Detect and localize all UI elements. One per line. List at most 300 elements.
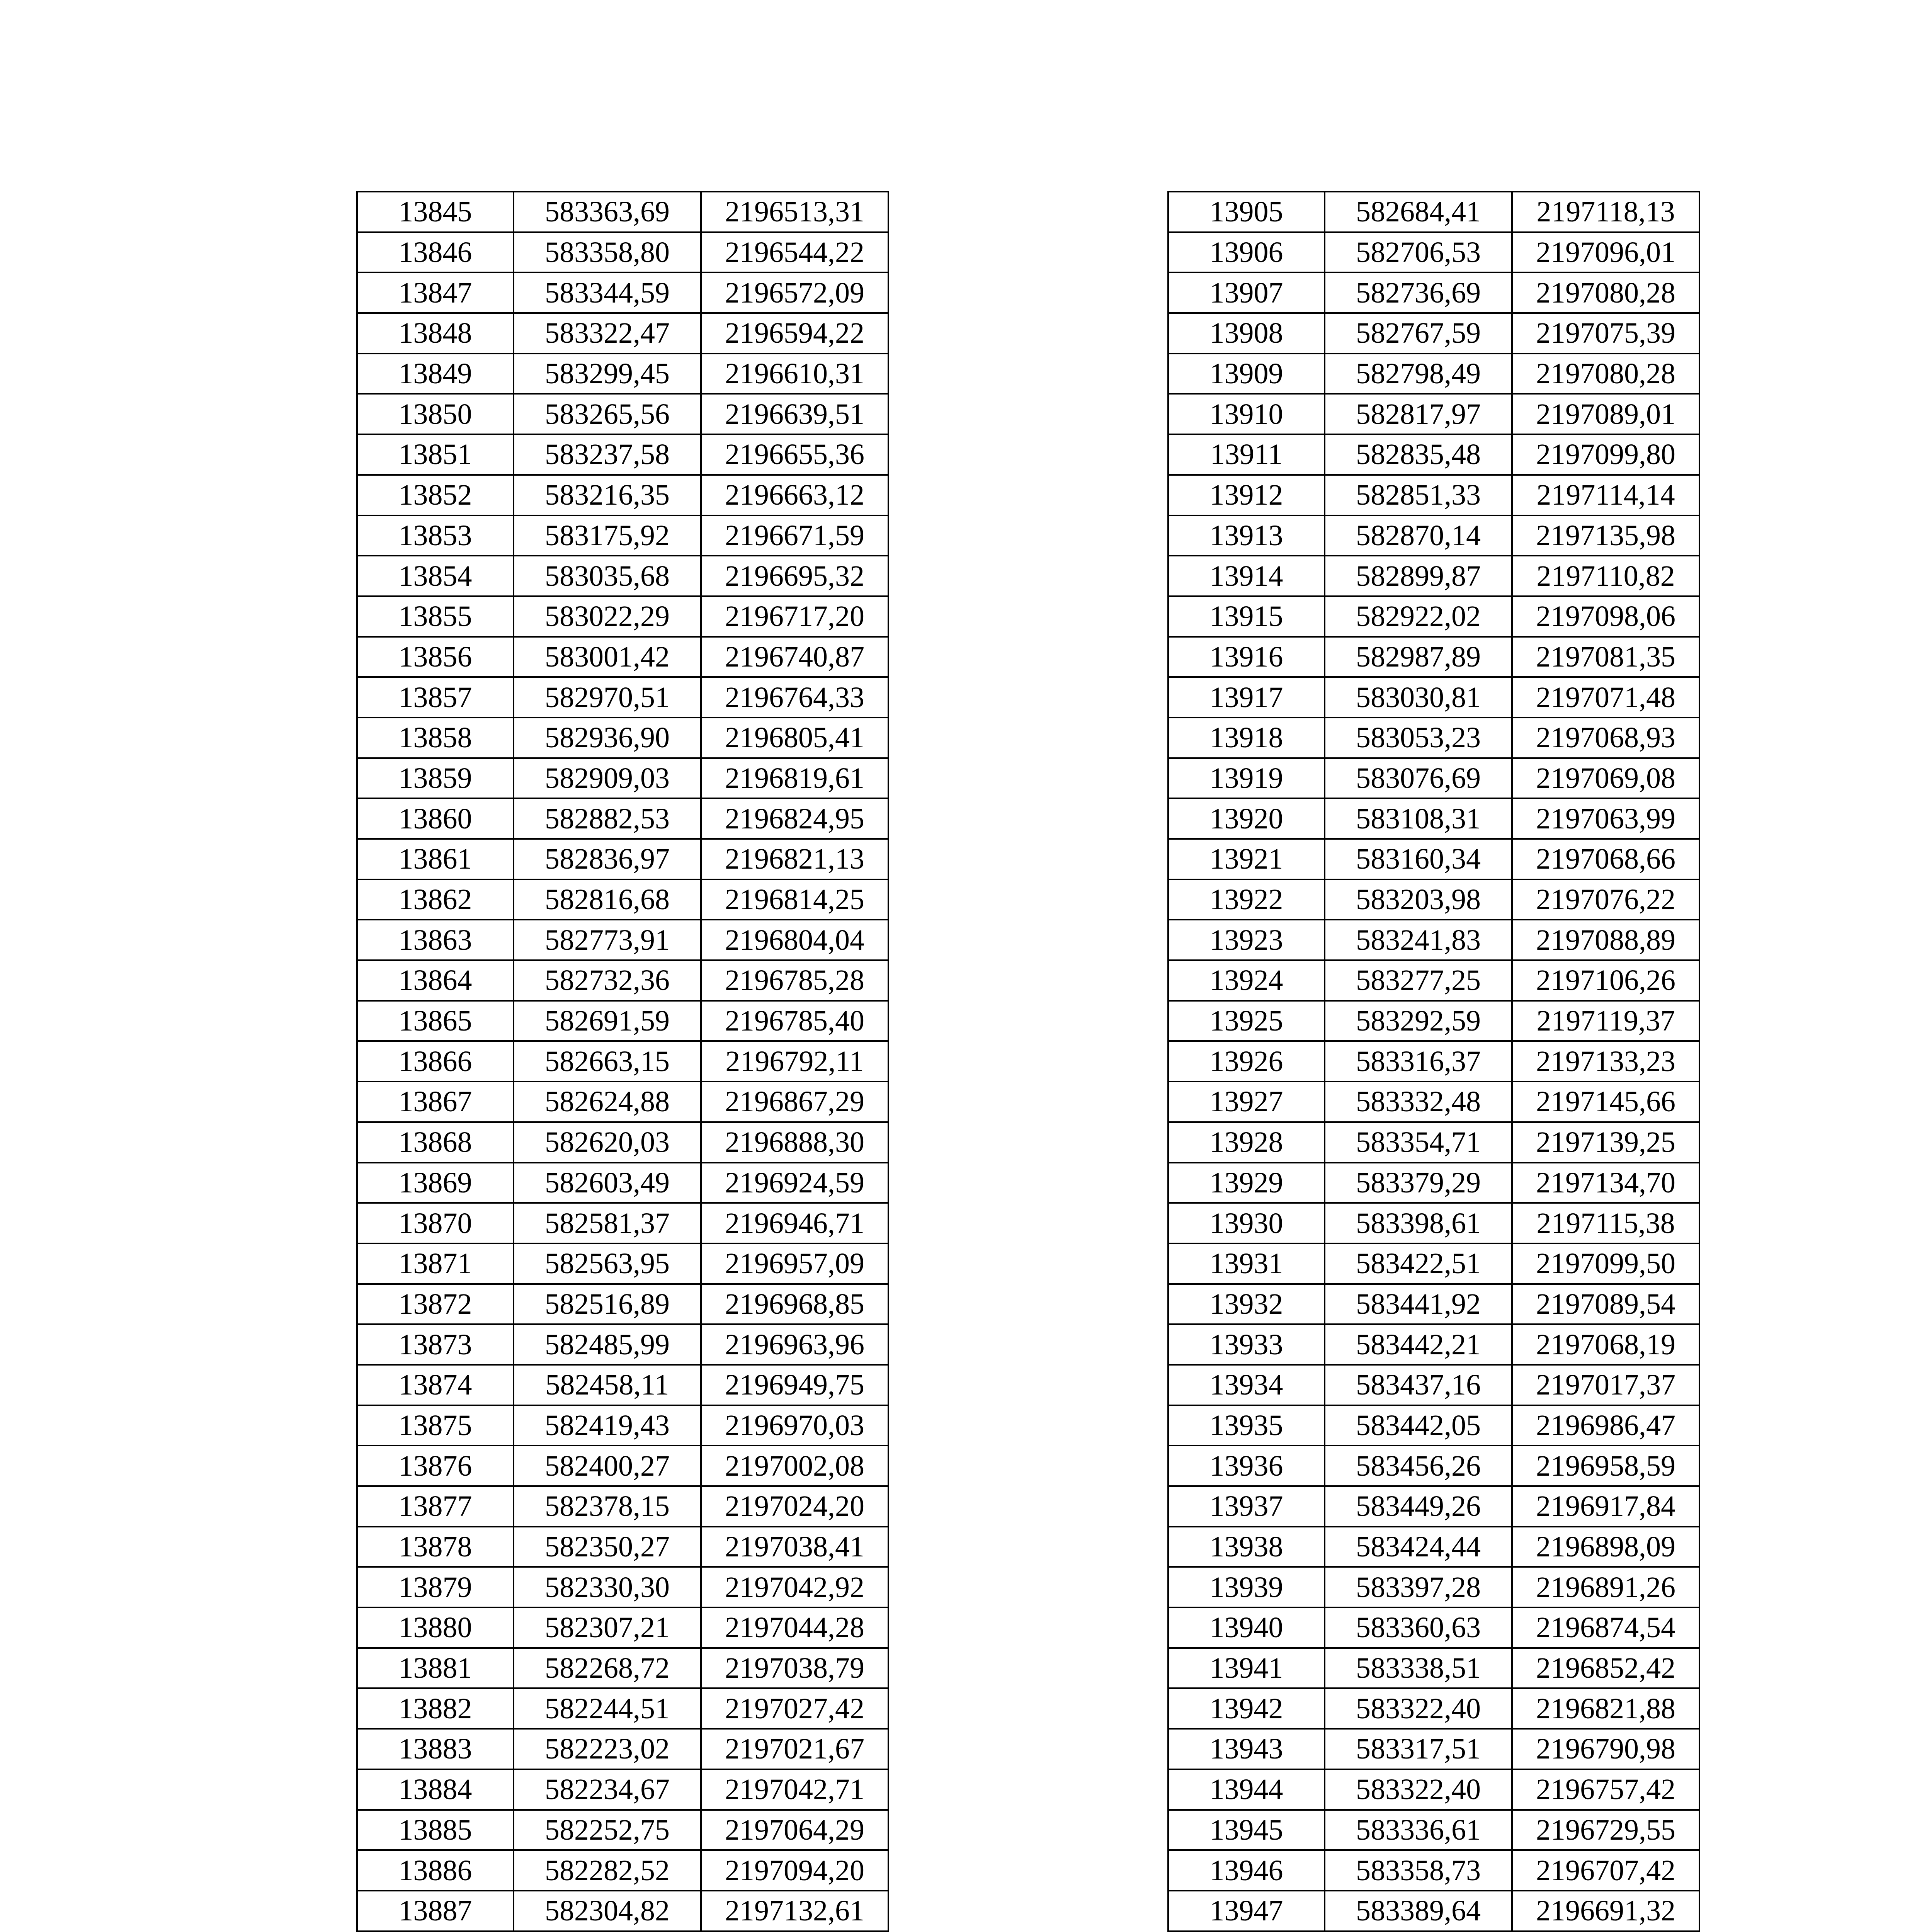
point-number-cell: 13920 bbox=[1168, 798, 1325, 839]
x-coordinate-cell: 583389,64 bbox=[1325, 1891, 1512, 1931]
x-coordinate-cell: 583354,71 bbox=[1325, 1122, 1512, 1163]
point-number-cell: 13921 bbox=[1168, 839, 1325, 879]
x-coordinate-cell: 583398,61 bbox=[1325, 1203, 1512, 1243]
y-coordinate-cell: 2196804,04 bbox=[701, 920, 888, 960]
point-number-cell: 13881 bbox=[357, 1648, 514, 1689]
y-coordinate-cell: 2196891,26 bbox=[1512, 1567, 1699, 1607]
y-coordinate-cell: 2196544,22 bbox=[701, 232, 888, 273]
table-row bbox=[1168, 1688, 1699, 1729]
y-coordinate-cell: 2196740,87 bbox=[701, 637, 888, 677]
table-row bbox=[357, 232, 888, 273]
table-row bbox=[1168, 1405, 1699, 1446]
x-coordinate-cell: 583336,61 bbox=[1325, 1810, 1512, 1850]
table-row bbox=[1168, 232, 1699, 273]
y-coordinate-cell: 2196814,25 bbox=[701, 879, 888, 920]
x-coordinate-cell: 582684,41 bbox=[1325, 192, 1512, 232]
x-coordinate-cell: 583277,25 bbox=[1325, 960, 1512, 1001]
y-coordinate-cell: 2196785,28 bbox=[701, 960, 888, 1001]
x-coordinate-cell: 583317,51 bbox=[1325, 1729, 1512, 1769]
table-row bbox=[1168, 920, 1699, 960]
point-number-cell: 13930 bbox=[1168, 1203, 1325, 1243]
y-coordinate-cell: 2197145,66 bbox=[1512, 1082, 1699, 1122]
point-number-cell: 13925 bbox=[1168, 1001, 1325, 1041]
x-coordinate-cell: 582234,67 bbox=[514, 1769, 701, 1810]
x-coordinate-cell: 582252,75 bbox=[514, 1810, 701, 1850]
x-coordinate-cell: 583035,68 bbox=[514, 556, 701, 596]
table-row bbox=[1168, 192, 1699, 232]
table-row bbox=[357, 1688, 888, 1729]
y-coordinate-cell: 2196729,55 bbox=[1512, 1810, 1699, 1850]
y-coordinate-cell: 2196852,42 bbox=[1512, 1648, 1699, 1689]
table-row bbox=[1168, 1324, 1699, 1365]
y-coordinate-cell: 2197139,25 bbox=[1512, 1122, 1699, 1163]
y-coordinate-cell: 2197096,01 bbox=[1512, 232, 1699, 273]
y-coordinate-cell: 2197106,26 bbox=[1512, 960, 1699, 1001]
point-number-cell: 13935 bbox=[1168, 1405, 1325, 1446]
table-row bbox=[1168, 1243, 1699, 1284]
table-row bbox=[1168, 1082, 1699, 1122]
table-row bbox=[357, 1648, 888, 1689]
table-row bbox=[357, 1769, 888, 1810]
y-coordinate-cell: 2196717,20 bbox=[701, 596, 888, 637]
x-coordinate-cell: 583332,48 bbox=[1325, 1082, 1512, 1122]
table-row bbox=[1168, 839, 1699, 879]
y-coordinate-cell: 2197098,06 bbox=[1512, 596, 1699, 637]
table-row bbox=[357, 394, 888, 434]
table-row bbox=[1168, 798, 1699, 839]
table-row bbox=[357, 758, 888, 799]
point-number-cell: 13880 bbox=[357, 1607, 514, 1648]
point-number-cell: 13864 bbox=[357, 960, 514, 1001]
table-row bbox=[1168, 1284, 1699, 1325]
table-row bbox=[357, 1163, 888, 1203]
point-number-cell: 13845 bbox=[357, 192, 514, 232]
y-coordinate-cell: 2196805,41 bbox=[701, 718, 888, 758]
x-coordinate-cell: 583422,51 bbox=[1325, 1243, 1512, 1284]
table-row bbox=[357, 556, 888, 596]
point-number-cell: 13946 bbox=[1168, 1850, 1325, 1891]
x-coordinate-cell: 583397,28 bbox=[1325, 1567, 1512, 1607]
table-row bbox=[357, 434, 888, 475]
x-coordinate-cell: 582458,11 bbox=[514, 1365, 701, 1405]
x-coordinate-cell: 582798,49 bbox=[1325, 354, 1512, 394]
y-coordinate-cell: 2197044,28 bbox=[701, 1607, 888, 1648]
table-row bbox=[357, 1850, 888, 1891]
x-coordinate-cell: 583076,69 bbox=[1325, 758, 1512, 799]
point-number-cell: 13855 bbox=[357, 596, 514, 637]
table-row bbox=[357, 1567, 888, 1607]
x-coordinate-cell: 582282,52 bbox=[514, 1850, 701, 1891]
table-row bbox=[1168, 1446, 1699, 1486]
table-row bbox=[1168, 596, 1699, 637]
point-number-cell: 13908 bbox=[1168, 313, 1325, 354]
table-row bbox=[1168, 1122, 1699, 1163]
y-coordinate-cell: 2197042,71 bbox=[701, 1769, 888, 1810]
table-row bbox=[1168, 1729, 1699, 1769]
y-coordinate-cell: 2196785,40 bbox=[701, 1001, 888, 1041]
table-row bbox=[357, 1446, 888, 1486]
x-coordinate-cell: 583265,56 bbox=[514, 394, 701, 434]
y-coordinate-cell: 2197081,35 bbox=[1512, 637, 1699, 677]
point-number-cell: 13916 bbox=[1168, 637, 1325, 677]
table-row bbox=[357, 354, 888, 394]
point-number-cell: 13931 bbox=[1168, 1243, 1325, 1284]
table-row bbox=[1168, 394, 1699, 434]
x-coordinate-cell: 582563,95 bbox=[514, 1243, 701, 1284]
table-row bbox=[357, 879, 888, 920]
y-coordinate-cell: 2196707,42 bbox=[1512, 1850, 1699, 1891]
x-coordinate-cell: 583022,29 bbox=[514, 596, 701, 637]
x-coordinate-cell: 583237,58 bbox=[514, 434, 701, 475]
x-coordinate-cell: 583441,92 bbox=[1325, 1284, 1512, 1325]
x-coordinate-cell: 583216,35 bbox=[514, 475, 701, 515]
x-coordinate-cell: 583322,40 bbox=[1325, 1769, 1512, 1810]
point-number-cell: 13871 bbox=[357, 1243, 514, 1284]
y-coordinate-cell: 2196655,36 bbox=[701, 434, 888, 475]
y-coordinate-cell: 2196924,59 bbox=[701, 1163, 888, 1203]
y-coordinate-cell: 2196957,09 bbox=[701, 1243, 888, 1284]
x-coordinate-cell: 582882,53 bbox=[514, 798, 701, 839]
x-coordinate-cell: 583338,51 bbox=[1325, 1648, 1512, 1689]
coordinates-table-right bbox=[1167, 191, 1700, 1932]
table-row bbox=[1168, 1203, 1699, 1243]
point-number-cell: 13905 bbox=[1168, 192, 1325, 232]
point-number-cell: 13924 bbox=[1168, 960, 1325, 1001]
y-coordinate-cell: 2196963,96 bbox=[701, 1324, 888, 1365]
y-coordinate-cell: 2197027,42 bbox=[701, 1688, 888, 1729]
x-coordinate-cell: 582936,90 bbox=[514, 718, 701, 758]
table-row bbox=[1168, 1769, 1699, 1810]
y-coordinate-cell: 2196898,09 bbox=[1512, 1527, 1699, 1567]
x-coordinate-cell: 583292,59 bbox=[1325, 1001, 1512, 1041]
x-coordinate-cell: 583001,42 bbox=[514, 637, 701, 677]
point-number-cell: 13857 bbox=[357, 677, 514, 718]
x-coordinate-cell: 583030,81 bbox=[1325, 677, 1512, 718]
y-coordinate-cell: 2196594,22 bbox=[701, 313, 888, 354]
x-coordinate-cell: 583437,16 bbox=[1325, 1365, 1512, 1405]
y-coordinate-cell: 2197134,70 bbox=[1512, 1163, 1699, 1203]
table-row bbox=[357, 637, 888, 677]
y-coordinate-cell: 2196968,85 bbox=[701, 1284, 888, 1325]
table-row bbox=[1168, 1607, 1699, 1648]
y-coordinate-cell: 2197089,54 bbox=[1512, 1284, 1699, 1325]
table-row bbox=[357, 920, 888, 960]
table-row bbox=[1168, 1891, 1699, 1931]
x-coordinate-cell: 583442,05 bbox=[1325, 1405, 1512, 1446]
point-number-cell: 13846 bbox=[357, 232, 514, 273]
y-coordinate-cell: 2197118,13 bbox=[1512, 192, 1699, 232]
y-coordinate-cell: 2197038,79 bbox=[701, 1648, 888, 1689]
y-coordinate-cell: 2197042,92 bbox=[701, 1567, 888, 1607]
y-coordinate-cell: 2196819,61 bbox=[701, 758, 888, 799]
table-row bbox=[357, 1041, 888, 1082]
y-coordinate-cell: 2197099,50 bbox=[1512, 1243, 1699, 1284]
table-row bbox=[1168, 960, 1699, 1001]
point-number-cell: 13938 bbox=[1168, 1527, 1325, 1567]
y-coordinate-cell: 2197089,01 bbox=[1512, 394, 1699, 434]
x-coordinate-cell: 583344,59 bbox=[514, 272, 701, 313]
point-number-cell: 13933 bbox=[1168, 1324, 1325, 1365]
point-number-cell: 13945 bbox=[1168, 1810, 1325, 1850]
x-coordinate-cell: 582268,72 bbox=[514, 1648, 701, 1689]
y-coordinate-cell: 2197099,80 bbox=[1512, 434, 1699, 475]
y-coordinate-cell: 2197110,82 bbox=[1512, 556, 1699, 596]
point-number-cell: 13917 bbox=[1168, 677, 1325, 718]
point-number-cell: 13873 bbox=[357, 1324, 514, 1365]
point-number-cell: 13937 bbox=[1168, 1486, 1325, 1527]
x-coordinate-cell: 583358,80 bbox=[514, 232, 701, 273]
x-coordinate-cell: 582304,82 bbox=[514, 1891, 701, 1931]
table-row bbox=[1168, 556, 1699, 596]
y-coordinate-cell: 2196874,54 bbox=[1512, 1607, 1699, 1648]
table-row bbox=[357, 1810, 888, 1850]
x-coordinate-cell: 582330,30 bbox=[514, 1567, 701, 1607]
point-number-cell: 13861 bbox=[357, 839, 514, 879]
y-coordinate-cell: 2197071,48 bbox=[1512, 677, 1699, 718]
point-number-cell: 13854 bbox=[357, 556, 514, 596]
table-row bbox=[1168, 313, 1699, 354]
point-number-cell: 13940 bbox=[1168, 1607, 1325, 1648]
table-row bbox=[1168, 1567, 1699, 1607]
y-coordinate-cell: 2197133,23 bbox=[1512, 1041, 1699, 1082]
point-number-cell: 13912 bbox=[1168, 475, 1325, 515]
table-row bbox=[1168, 1001, 1699, 1041]
point-number-cell: 13849 bbox=[357, 354, 514, 394]
point-number-cell: 13936 bbox=[1168, 1446, 1325, 1486]
point-number-cell: 13863 bbox=[357, 920, 514, 960]
point-number-cell: 13856 bbox=[357, 637, 514, 677]
point-number-cell: 13868 bbox=[357, 1122, 514, 1163]
point-number-cell: 13941 bbox=[1168, 1648, 1325, 1689]
x-coordinate-cell: 583203,98 bbox=[1325, 879, 1512, 920]
y-coordinate-cell: 2197135,98 bbox=[1512, 515, 1699, 556]
point-number-cell: 13877 bbox=[357, 1486, 514, 1527]
point-number-cell: 13926 bbox=[1168, 1041, 1325, 1082]
x-coordinate-cell: 582350,27 bbox=[514, 1527, 701, 1567]
y-coordinate-cell: 2196757,42 bbox=[1512, 1769, 1699, 1810]
point-number-cell: 13909 bbox=[1168, 354, 1325, 394]
y-coordinate-cell: 2196513,31 bbox=[701, 192, 888, 232]
x-coordinate-cell: 583360,63 bbox=[1325, 1607, 1512, 1648]
point-number-cell: 13928 bbox=[1168, 1122, 1325, 1163]
y-coordinate-cell: 2197080,28 bbox=[1512, 272, 1699, 313]
table-row bbox=[357, 677, 888, 718]
table-row bbox=[1168, 637, 1699, 677]
point-number-cell: 13929 bbox=[1168, 1163, 1325, 1203]
table-row bbox=[357, 475, 888, 515]
y-coordinate-cell: 2196671,59 bbox=[701, 515, 888, 556]
table-row bbox=[1168, 1163, 1699, 1203]
table-row bbox=[1168, 1850, 1699, 1891]
point-number-cell: 13875 bbox=[357, 1405, 514, 1446]
point-number-cell: 13911 bbox=[1168, 434, 1325, 475]
y-coordinate-cell: 2197002,08 bbox=[701, 1446, 888, 1486]
table-row bbox=[357, 798, 888, 839]
point-number-cell: 13869 bbox=[357, 1163, 514, 1203]
point-number-cell: 13942 bbox=[1168, 1688, 1325, 1729]
x-coordinate-cell: 583053,23 bbox=[1325, 718, 1512, 758]
table-row bbox=[357, 1486, 888, 1527]
table-row bbox=[357, 1891, 888, 1931]
y-coordinate-cell: 2196663,12 bbox=[701, 475, 888, 515]
point-number-cell: 13866 bbox=[357, 1041, 514, 1082]
point-number-cell: 13914 bbox=[1168, 556, 1325, 596]
table-row bbox=[1168, 718, 1699, 758]
y-coordinate-cell: 2197038,41 bbox=[701, 1527, 888, 1567]
y-coordinate-cell: 2197068,19 bbox=[1512, 1324, 1699, 1365]
x-coordinate-cell: 583449,26 bbox=[1325, 1486, 1512, 1527]
x-coordinate-cell: 583241,83 bbox=[1325, 920, 1512, 960]
x-coordinate-cell: 582736,69 bbox=[1325, 272, 1512, 313]
point-number-cell: 13907 bbox=[1168, 272, 1325, 313]
y-coordinate-cell: 2196824,95 bbox=[701, 798, 888, 839]
table-row bbox=[357, 839, 888, 879]
point-number-cell: 13885 bbox=[357, 1810, 514, 1850]
table-row bbox=[1168, 1810, 1699, 1850]
y-coordinate-cell: 2197088,89 bbox=[1512, 920, 1699, 960]
table-row bbox=[1168, 1527, 1699, 1567]
point-number-cell: 13932 bbox=[1168, 1284, 1325, 1325]
point-number-cell: 13927 bbox=[1168, 1082, 1325, 1122]
point-number-cell: 13879 bbox=[357, 1567, 514, 1607]
coordinates-table-left bbox=[356, 191, 889, 1932]
y-coordinate-cell: 2196572,09 bbox=[701, 272, 888, 313]
x-coordinate-cell: 582663,15 bbox=[514, 1041, 701, 1082]
point-number-cell: 13943 bbox=[1168, 1729, 1325, 1769]
y-coordinate-cell: 2197063,99 bbox=[1512, 798, 1699, 839]
y-coordinate-cell: 2197068,66 bbox=[1512, 839, 1699, 879]
y-coordinate-cell: 2196821,88 bbox=[1512, 1688, 1699, 1729]
x-coordinate-cell: 582835,48 bbox=[1325, 434, 1512, 475]
table-row bbox=[357, 1405, 888, 1446]
y-coordinate-cell: 2197076,22 bbox=[1512, 879, 1699, 920]
y-coordinate-cell: 2196867,29 bbox=[701, 1082, 888, 1122]
table-row bbox=[357, 1527, 888, 1567]
x-coordinate-cell: 582851,33 bbox=[1325, 475, 1512, 515]
x-coordinate-cell: 582485,99 bbox=[514, 1324, 701, 1365]
x-coordinate-cell: 582706,53 bbox=[1325, 232, 1512, 273]
y-coordinate-cell: 2196888,30 bbox=[701, 1122, 888, 1163]
y-coordinate-cell: 2196958,59 bbox=[1512, 1446, 1699, 1486]
x-coordinate-cell: 582817,97 bbox=[1325, 394, 1512, 434]
point-number-cell: 13915 bbox=[1168, 596, 1325, 637]
point-number-cell: 13922 bbox=[1168, 879, 1325, 920]
point-number-cell: 13876 bbox=[357, 1446, 514, 1486]
x-coordinate-cell: 582922,02 bbox=[1325, 596, 1512, 637]
table-row bbox=[357, 1324, 888, 1365]
table-row bbox=[357, 1203, 888, 1243]
y-coordinate-cell: 2196610,31 bbox=[701, 354, 888, 394]
y-coordinate-cell: 2197024,20 bbox=[701, 1486, 888, 1527]
y-coordinate-cell: 2196691,32 bbox=[1512, 1891, 1699, 1931]
point-number-cell: 13860 bbox=[357, 798, 514, 839]
point-number-cell: 13884 bbox=[357, 1769, 514, 1810]
x-coordinate-cell: 583316,37 bbox=[1325, 1041, 1512, 1082]
point-number-cell: 13847 bbox=[357, 272, 514, 313]
table-row bbox=[1168, 354, 1699, 394]
y-coordinate-cell: 2196986,47 bbox=[1512, 1405, 1699, 1446]
point-number-cell: 13870 bbox=[357, 1203, 514, 1243]
point-number-cell: 13934 bbox=[1168, 1365, 1325, 1405]
table-row bbox=[357, 960, 888, 1001]
x-coordinate-cell: 582624,88 bbox=[514, 1082, 701, 1122]
y-coordinate-cell: 2197068,93 bbox=[1512, 718, 1699, 758]
x-coordinate-cell: 583299,45 bbox=[514, 354, 701, 394]
x-coordinate-cell: 582836,97 bbox=[514, 839, 701, 879]
x-coordinate-cell: 582244,51 bbox=[514, 1688, 701, 1729]
point-number-cell: 13862 bbox=[357, 879, 514, 920]
point-number-cell: 13886 bbox=[357, 1850, 514, 1891]
table-row bbox=[357, 1365, 888, 1405]
table-row bbox=[1168, 515, 1699, 556]
x-coordinate-cell: 583322,40 bbox=[1325, 1688, 1512, 1729]
point-number-cell: 13939 bbox=[1168, 1567, 1325, 1607]
point-number-cell: 13947 bbox=[1168, 1891, 1325, 1931]
table-row bbox=[357, 272, 888, 313]
table-row bbox=[1168, 1041, 1699, 1082]
y-coordinate-cell: 2197064,29 bbox=[701, 1810, 888, 1850]
x-coordinate-cell: 583424,44 bbox=[1325, 1527, 1512, 1567]
x-coordinate-cell: 582970,51 bbox=[514, 677, 701, 718]
y-coordinate-cell: 2197075,39 bbox=[1512, 313, 1699, 354]
y-coordinate-cell: 2197021,67 bbox=[701, 1729, 888, 1769]
x-coordinate-cell: 583358,73 bbox=[1325, 1850, 1512, 1891]
table-row bbox=[1168, 1365, 1699, 1405]
x-coordinate-cell: 582516,89 bbox=[514, 1284, 701, 1325]
table-row bbox=[357, 1284, 888, 1325]
table-row bbox=[357, 1607, 888, 1648]
y-coordinate-cell: 2196764,33 bbox=[701, 677, 888, 718]
point-number-cell: 13848 bbox=[357, 313, 514, 354]
table-row bbox=[1168, 434, 1699, 475]
x-coordinate-cell: 583379,29 bbox=[1325, 1163, 1512, 1203]
point-number-cell: 13883 bbox=[357, 1729, 514, 1769]
table-row bbox=[357, 515, 888, 556]
table-row bbox=[357, 192, 888, 232]
point-number-cell: 13882 bbox=[357, 1688, 514, 1729]
x-coordinate-cell: 583160,34 bbox=[1325, 839, 1512, 879]
point-number-cell: 13865 bbox=[357, 1001, 514, 1041]
x-coordinate-cell: 582909,03 bbox=[514, 758, 701, 799]
table-row bbox=[357, 718, 888, 758]
y-coordinate-cell: 2197132,61 bbox=[701, 1891, 888, 1931]
table-row bbox=[1168, 475, 1699, 515]
point-number-cell: 13910 bbox=[1168, 394, 1325, 434]
x-coordinate-cell: 583363,69 bbox=[514, 192, 701, 232]
point-number-cell: 13919 bbox=[1168, 758, 1325, 799]
y-coordinate-cell: 2197115,38 bbox=[1512, 1203, 1699, 1243]
y-coordinate-cell: 2197069,08 bbox=[1512, 758, 1699, 799]
y-coordinate-cell: 2196639,51 bbox=[701, 394, 888, 434]
point-number-cell: 13878 bbox=[357, 1527, 514, 1567]
point-number-cell: 13858 bbox=[357, 718, 514, 758]
y-coordinate-cell: 2196790,98 bbox=[1512, 1729, 1699, 1769]
x-coordinate-cell: 583175,92 bbox=[514, 515, 701, 556]
table-row bbox=[1168, 272, 1699, 313]
point-number-cell: 13851 bbox=[357, 434, 514, 475]
point-number-cell: 13906 bbox=[1168, 232, 1325, 273]
y-coordinate-cell: 2197017,37 bbox=[1512, 1365, 1699, 1405]
x-coordinate-cell: 583456,26 bbox=[1325, 1446, 1512, 1486]
x-coordinate-cell: 582870,14 bbox=[1325, 515, 1512, 556]
y-coordinate-cell: 2196946,71 bbox=[701, 1203, 888, 1243]
x-coordinate-cell: 582223,02 bbox=[514, 1729, 701, 1769]
x-coordinate-cell: 583442,21 bbox=[1325, 1324, 1512, 1365]
point-number-cell: 13872 bbox=[357, 1284, 514, 1325]
x-coordinate-cell: 582378,15 bbox=[514, 1486, 701, 1527]
table-row bbox=[357, 596, 888, 637]
table-row bbox=[1168, 1648, 1699, 1689]
